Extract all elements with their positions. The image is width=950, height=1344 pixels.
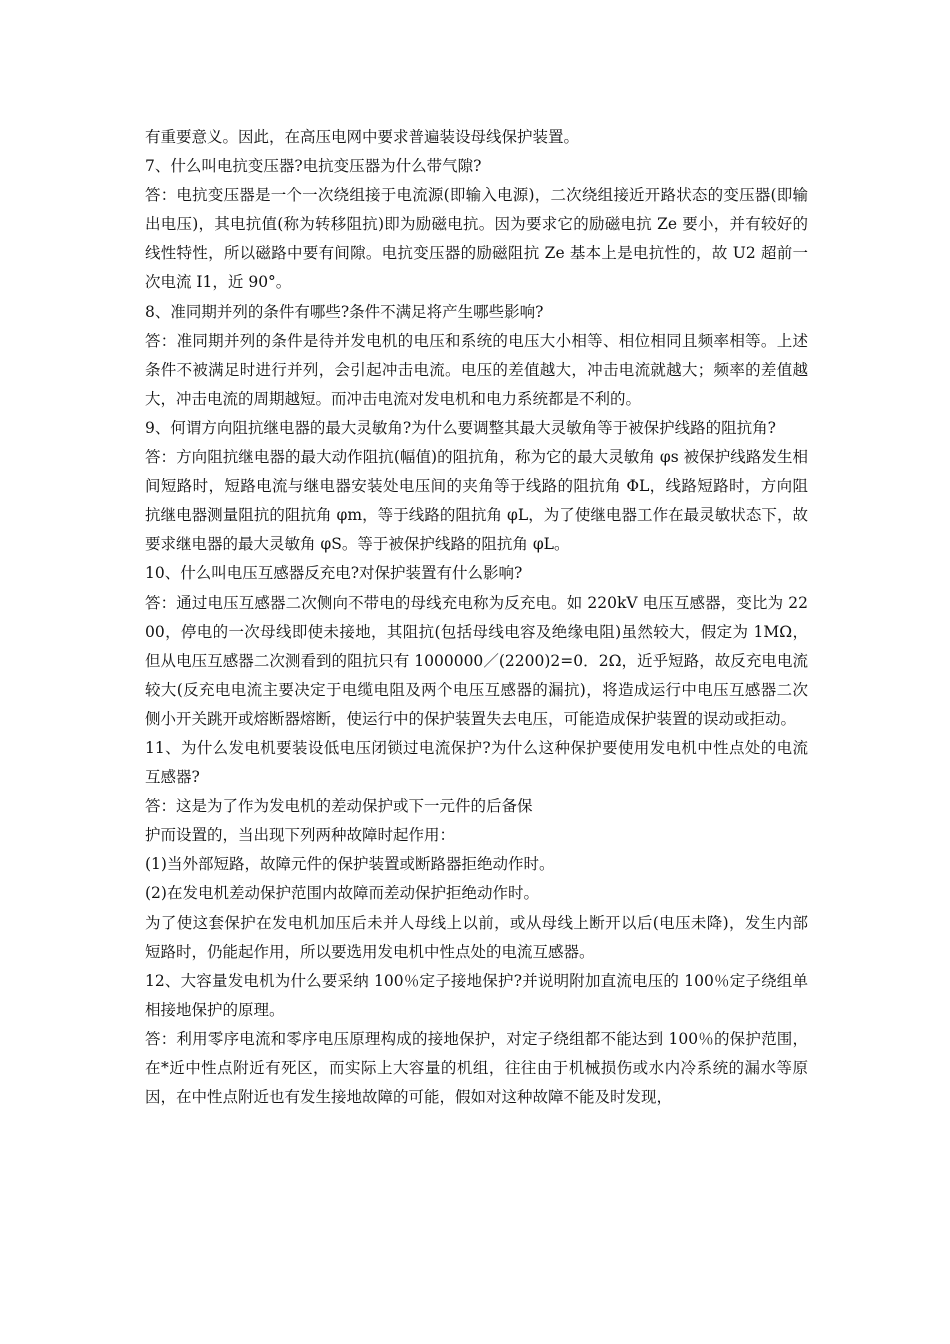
- question-12: 12、大容量发电机为什么要采纳 100％定子接地保护?并说明附加直流电压的 100％定子绕组单相接地保护的原理。: [145, 971, 808, 1019]
- question-10: 10、什么叫电压互感器反充电?对保护装置有什么影响?: [145, 564, 523, 583]
- answer-10: 答：通过电压互感器二次侧向不带电的母线充电称为反充电。如 220kV 电压互感器，变比为 2200，停电的一次母线即使未接地，其阻抗(包括母线电容及绝缘电阻)虽然较大，假定为 1MΩ，但从电压互感器二次测看到的阻抗只有 1000000／(2200)2=0．2Ω，近乎短路，故反充电电流较大(反充电电流主要决定于电缆电阻及两个电压互感器的漏抗)，将造成运行中电压互感器二次侧小开关跳开或熔断器熔断，使运行中的保护装置失去电压，可能造成保护装置的误动或拒动。: [145, 593, 808, 728]
- question-9: 9、何谓方向阻抗继电器的最大灵敏角?为什么要调整其最大灵敏角等于被保护线路的阻抗角?: [145, 418, 776, 437]
- question-11: 11、为什么发电机要装设低电压闭锁过电流保护?为什么这种保护要使用发电机中性点处的电流互感器?: [145, 738, 808, 787]
- paragraph-intro: 有重要意义。因此，在高压电网中要求普遍装设母线保护装置。: [145, 128, 580, 146]
- document-body: [145, 123, 808, 1112]
- question-8: 8、准同期并列的条件有哪些?条件不满足将产生哪些影响?: [145, 302, 544, 321]
- answer-7: 答：电抗变压器是一个一次绕组接于电流源(即输入电源)，二次绕组接近开路状态的变压器(即输出电压)，其电抗值(称为转移阻抗)即为励磁电抗。因为要求它的励磁电抗 Ze 要小，并有较好的线性特性，所以磁路中要有间隙。电抗变压器的励磁阻抗 Ze 基本上是电抗性的，故 U2 超前一次电流 I1，近 90°。: [145, 186, 808, 292]
- answer-11-continued: 护而设置的，当出现下列两种故障时起作用：: [145, 826, 456, 845]
- answer-11-start: 答：这是为了作为发电机的差动保护或下一元件的后备保: [145, 797, 533, 816]
- question-7: 7、什么叫电抗变压器?电抗变压器为什么带气隙?: [145, 157, 482, 176]
- answer-9: 答：方向阻抗继电器的最大动作阻抗(幅值)的阻抗角，称为它的最大灵敏角 φs 被保护线路发生相间短路时，短路电流与继电器安装处电压间的夹角等于线路的阻抗角 ΦL，线路短路时，方向阻抗继电器测量阻抗的阻抗角 φm，等于线路的阻抗角 φL，为了使继电器工作在最灵敏状态下，故要求继电器的最大灵敏角 φS。等于被保护线路的阻抗角 φL。: [145, 448, 808, 554]
- answer-11-conclusion: 为了使这套保护在发电机加压后未并人母线上以前，或从母线上断开以后(电压未降)，发生内部短路时，仍能起作用，所以要选用发电机中性点处的电流互感器。: [145, 913, 808, 961]
- answer-8: 答：准同期并列的条件是待并发电机的电压和系统的电压大小相等、相位相同且频率相等。上述条件不被满足时进行并列，会引起冲击电流。电压的差值越大，冲击电流就越大；频率的差值越大，冲击电流的周期越短。而冲击电流对发电机和电力系统都是不利的。: [145, 331, 808, 408]
- answer-12: 答：利用零序电流和零序电压原理构成的接地保护，对定子绕组都不能达到 100％的保护范围，在*近中性点附近有死区，而实际上大容量的机组，往往由于机械损伤或水内冷系统的漏水等原因，在中性点附近也有发生接地故障的可能，假如对这种故障不能及时发现，: [145, 1029, 808, 1107]
- answer-11-case-2: (2)在发电机差动保护范围内故障而差动保护拒绝动作时。: [145, 884, 539, 903]
- answer-11-case-1: (1)当外部短路，故障元件的保护装置或断路器拒绝动作时。: [145, 855, 555, 874]
